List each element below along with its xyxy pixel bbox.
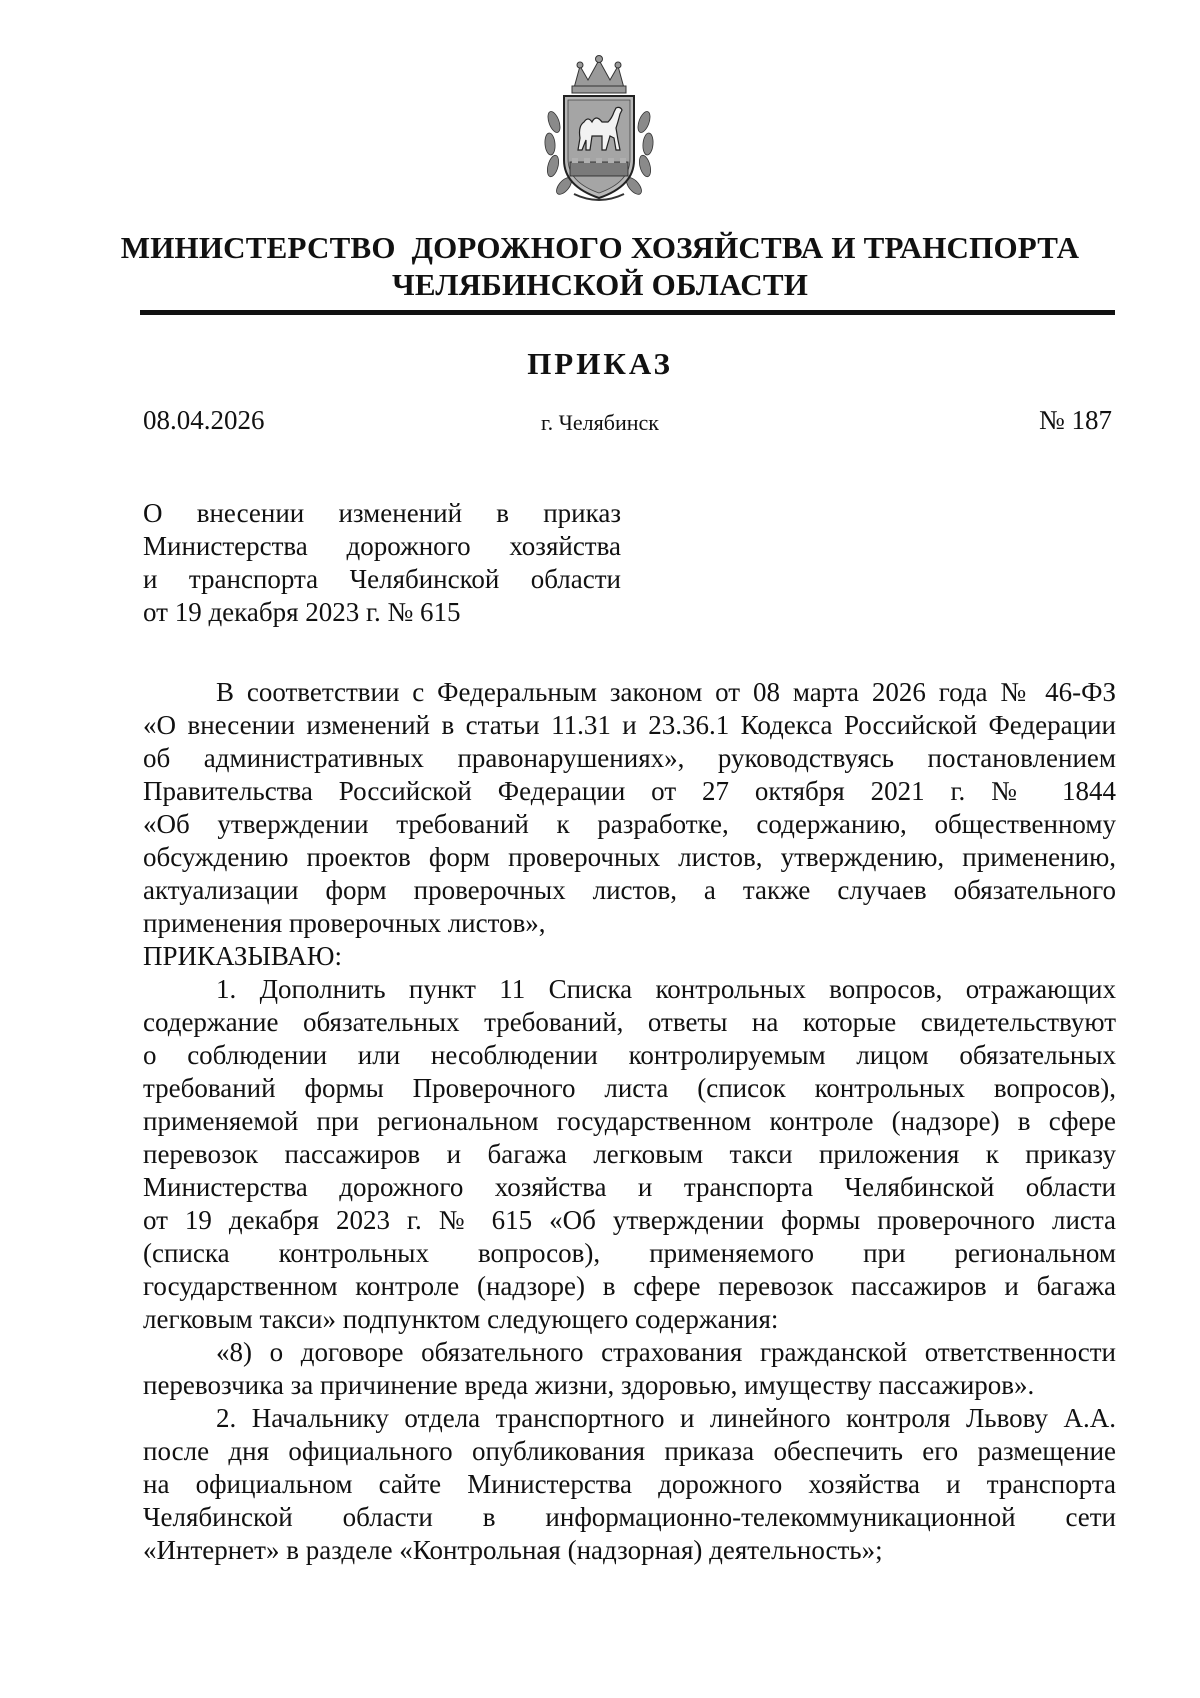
- preamble-line: «О внесении изменений в статьи 11.31 и 23.36.1 Кодекса Российской Федерации: [143, 710, 1116, 740]
- item2-line: «Интернет» в разделе «Контрольная (надзорная) деятельность»;: [143, 1535, 883, 1565]
- item1-line: от 19 декабря 2023 г. № 615 «Об утверждении формы проверочного листа: [143, 1205, 1116, 1235]
- order-body: [143, 676, 1116, 1567]
- order-city: г. Челябинск: [541, 410, 659, 435]
- preamble-line: применения проверочных листов»,: [143, 908, 546, 938]
- chelyabinsk-coat-of-arms-icon: [540, 52, 658, 204]
- item2-line: на официальном сайте Министерства дорожного хозяйства и транспорта: [143, 1469, 1116, 1499]
- preamble-line: «Об утверждении требований к разработке, содержанию, общественному: [143, 809, 1116, 839]
- preamble-line: В соответствии с Федеральным законом от 08 марта 2026 года № 46-ФЗ: [216, 677, 1116, 707]
- item1-line: 1. Дополнить пункт 11 Списка контрольных вопросов, отражающих: [216, 974, 1116, 1004]
- subject-line: О внесении изменений в приказ: [143, 498, 621, 528]
- preamble-line: актуализации форм проверочных листов, а также случаев обязательного: [143, 875, 1116, 905]
- subitem8-line: перевозчика за причинение вреда жизни, здоровью, имуществу пассажиров».: [143, 1370, 1035, 1400]
- item1-line: легковым такси» подпунктом следующего содержания:: [143, 1304, 779, 1334]
- decree-word: ПРИКАЗЫВАЮ:: [143, 941, 342, 971]
- order-date: 08.04.2026: [143, 405, 265, 435]
- subject-line: от 19 декабря 2023 г. № 615: [143, 597, 461, 627]
- subitem8-line: «8) о договоре обязательного страхования гражданской ответственности: [216, 1337, 1116, 1367]
- item2-line: 2. Начальнику отдела транспортного и линейного контроля Львову А.А.: [216, 1403, 1116, 1433]
- item1-line: о соблюдении или несоблюдении контролируемым лицом обязательных: [143, 1040, 1116, 1070]
- item1-line: государственном контроле (надзоре) в сфере перевозок пассажиров и багажа: [143, 1271, 1116, 1301]
- item1-line: (списка контрольных вопросов), применяемого при региональном: [143, 1238, 1116, 1268]
- item2-line: после дня официального опубликования приказа обеспечить его размещение: [143, 1436, 1116, 1466]
- order-title: ПРИКАЗ: [527, 346, 673, 381]
- ministry-name-line1: МИНИСТЕРСТВО ДОРОЖНОГО ХОЗЯЙСТВА И ТРАНСПОРТА: [120, 230, 1080, 265]
- item1-line: перевозок пассажиров и багажа легковым такси приложения к приказу: [143, 1139, 1116, 1169]
- preamble-line: обсуждению проектов форм проверочных листов, утверждению, применению,: [143, 842, 1116, 872]
- header-divider: [140, 310, 1115, 315]
- item1-line: требований формы Проверочного листа (список контрольных вопросов),: [143, 1073, 1116, 1103]
- item1-line: Министерства дорожного хозяйства и транспорта Челябинской области: [143, 1172, 1116, 1202]
- order-subject: [143, 497, 621, 629]
- item1-line: содержание обязательных требований, ответы на которые свидетельствуют: [143, 1007, 1116, 1037]
- order-number: № 187: [1038, 405, 1112, 435]
- ministry-name-line2: ЧЕЛЯБИНСКОЙ ОБЛАСТИ: [391, 267, 809, 302]
- subject-line: и транспорта Челябинской области: [143, 564, 621, 594]
- preamble-line: Правительства Российской Федерации от 27 октября 2021 г. № 1844: [143, 776, 1116, 806]
- subject-line: Министерства дорожного хозяйства: [143, 531, 621, 561]
- preamble-line: об административных правонарушениях», руководствуясь постановлением: [143, 743, 1116, 773]
- item2-line: Челябинской области в информационно-телекоммуникационной сети: [143, 1502, 1116, 1532]
- item1-line: применяемой при региональном государственном контроле (надзоре) в сфере: [143, 1106, 1116, 1136]
